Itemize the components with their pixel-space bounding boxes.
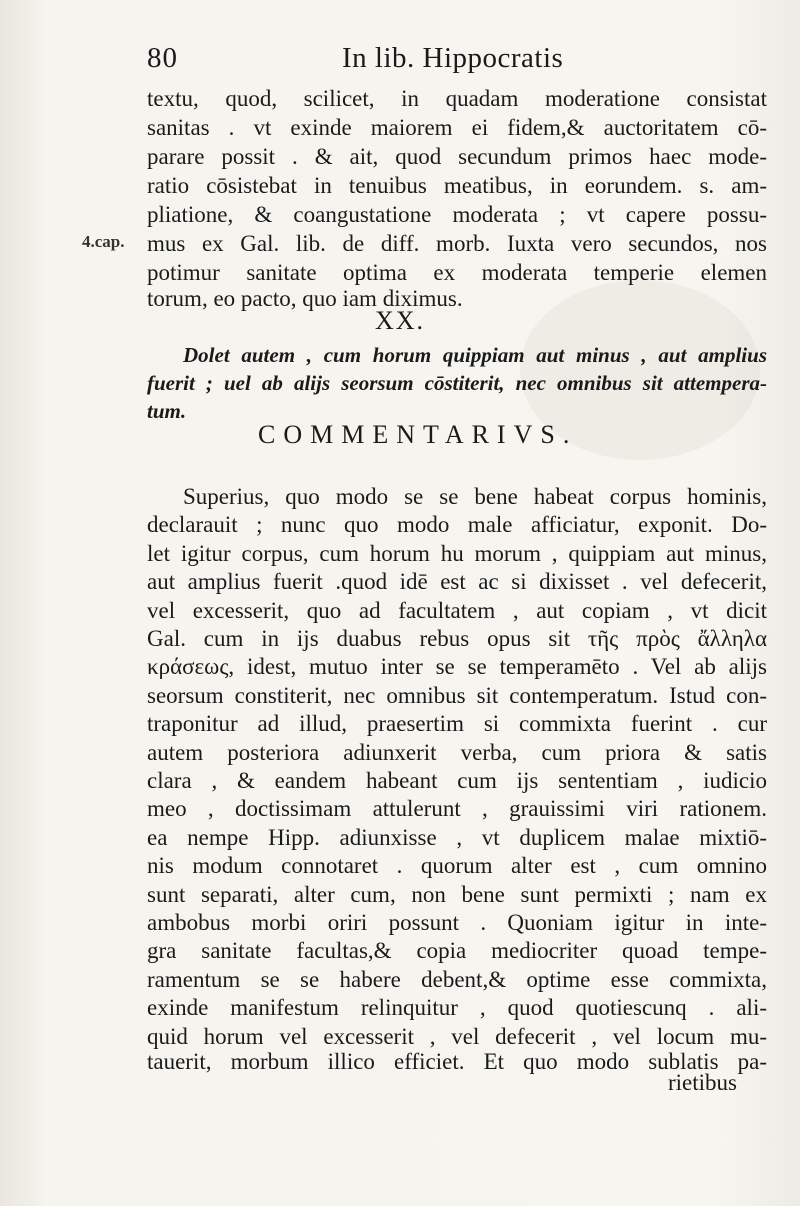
commentary-line: let igitur corpus, cum horum hu morum , quippiam aut minus,: [147, 540, 767, 566]
commentary-line: aut amplius fuerit .quod idē est ac si dixisset . vel defecerit,: [147, 569, 767, 595]
commentary-line: declarauit ; nunc quo modo male afficiatur, exponit. Do-: [147, 512, 767, 538]
commentary-line: seorsum constiterit, nec omnibus sit contemperatum. Istud con-: [147, 682, 767, 708]
page-number: 80: [147, 42, 178, 74]
section-number: XX.: [374, 306, 426, 335]
running-title: In lib. Hippocratis: [342, 42, 564, 74]
aphorism-line: tum.: [147, 399, 187, 423]
body-line: mus ex Gal. lib. de diff. morb. Iuxta vero secundos, nos: [147, 231, 767, 256]
commentary-line: meo , doctissimam attulerunt , grauissimi viri rationem.: [147, 796, 767, 822]
commentary-line: ambobus morbi oriri possunt . Quoniam igitur in inte-: [147, 910, 767, 935]
commentary-line: sunt separati, alter cum, non bene sunt permixti ; nam ex: [147, 881, 767, 907]
commentary-line: ramentum se se habere debent,& optime esse commixta,: [147, 966, 767, 992]
commentary-line: Superius, quo modo se se bene habeat corpus hominis,: [183, 484, 767, 509]
commentary-line: ea nempe Hipp. adiunxisse , vt duplicem malae mixtiō-: [147, 824, 767, 850]
commentary-line: exinde manifestum relinquitur , quod quotiescunq . ali-: [147, 995, 767, 1021]
catchword: rietibus: [668, 1070, 737, 1095]
commentary-line: vel excesserit, quo ad facultatem , aut copiam , vt dicit: [147, 597, 767, 623]
commentary-line: quid horum vel excesserit , vel defecerit , vel locum mu-: [147, 1024, 767, 1049]
commentary-line: gra sanitate facultas,& copia mediocriter quoad tempe-: [147, 938, 767, 964]
commentary-line: tauerit, morbum illico efficiet. Et quo modo sublatis pa-: [147, 1049, 767, 1074]
commentary-line: clara , & eandem habeant cum ijs sententiam , iudicio: [147, 768, 767, 793]
commentary-line: κράσεως, idest, mutuo inter se se temperamēto . Vel ab alijs: [147, 654, 767, 680]
aphorism-line: Dolet autem , cum horum quippiam aut minus , aut amplius: [183, 343, 767, 367]
body-line: parare possit . & ait, quod secundum primos haec mode-: [147, 144, 767, 169]
body-line: ratio cōsistebat in tenuibus meatibus, in eorundem. s. am-: [147, 173, 767, 198]
commentary-line: Gal. cum in ijs duabus rebus opus sit τῆς πρὸς ἄλληλα: [147, 626, 767, 651]
commentary-heading: COMMENTARIVS.: [258, 420, 578, 449]
body-line: pliatione, & coangustatione moderata ; vt capere possu-: [147, 202, 767, 227]
commentary-line: traponitur ad illud, praesertim si commixta fuerint . cur: [147, 711, 767, 737]
body-line: textu, quod, scilicet, in quadam moderatione consistat: [147, 86, 767, 111]
commentary-line: autem posteriora adiunxerit verba, cum priora & satis: [147, 739, 767, 765]
body-line: sanitas . vt exinde maiorem ei fidem,& auctoritatem cō-: [147, 115, 767, 140]
page-header: [145, 42, 765, 82]
margin-note-cap: 4.cap.: [82, 232, 125, 251]
commentary-line: nis modum connotaret . quorum alter est , cum omnino: [147, 853, 767, 879]
body-line: potimur sanitate optima ex moderata temperie elemen: [147, 260, 767, 285]
aphorism-line: fuerit ; uel ab alijs seorsum cōstiterit, nec omnibus sit attempera-: [147, 371, 767, 395]
body-line: torum, eo pacto, quo iam diximus.: [147, 286, 463, 311]
